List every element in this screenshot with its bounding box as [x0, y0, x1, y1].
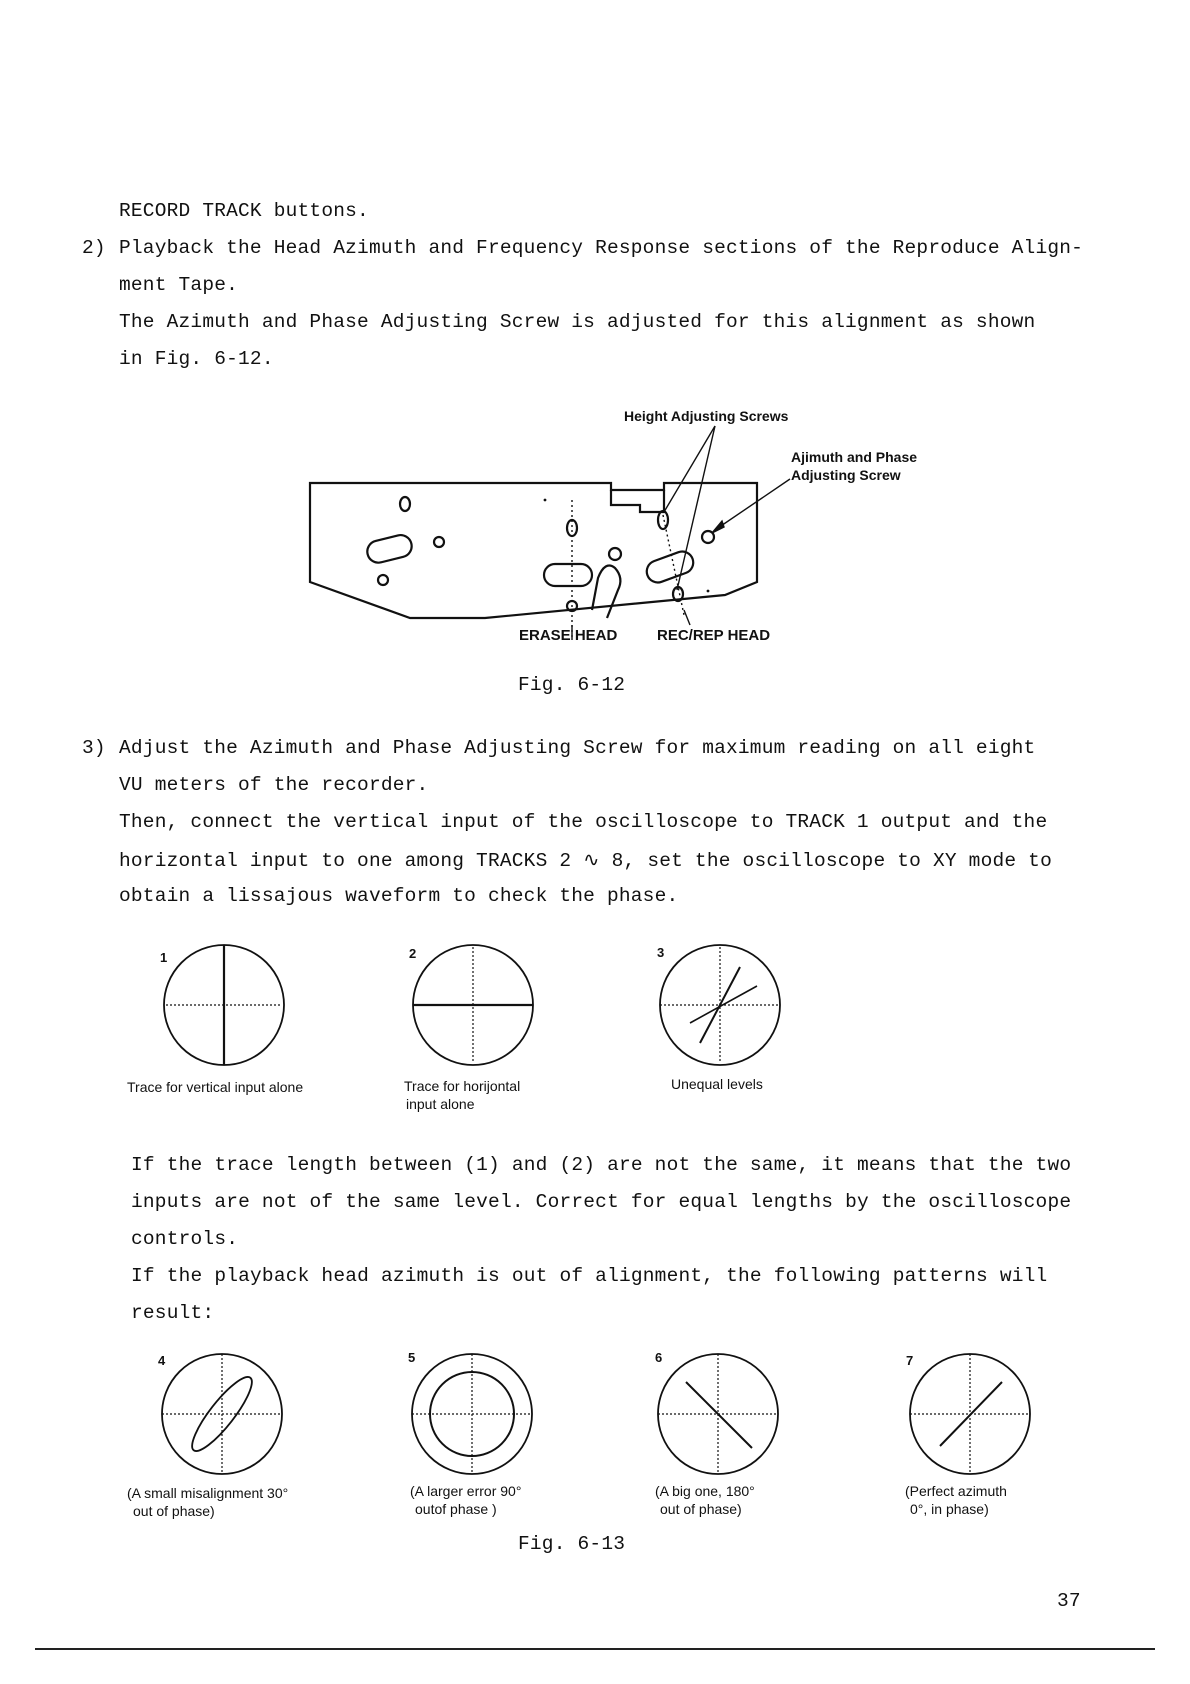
footer-rule	[35, 1648, 1155, 1650]
height-screw-top	[658, 511, 668, 529]
step2-marker: 2)	[82, 237, 106, 259]
step2-line-3: The Azimuth and Phase Adjusting Screw is adjusted for this alignment as shown	[119, 311, 1036, 333]
label-height-screws: Height Adjusting Screws	[624, 408, 789, 424]
step3-line-5: obtain a lissajous waveform to check the phase.	[119, 885, 679, 907]
head-assembly-diagram	[0, 0, 1190, 680]
fig612-caption: Fig. 6-12	[518, 674, 626, 696]
step3-line-4: horizontal input to one among TRACKS 2 ∿ 8, set the oscilloscope to XY mode to	[119, 850, 1052, 872]
hole-center	[609, 548, 621, 560]
step3-marker: 3)	[82, 737, 106, 759]
step3-line-2: VU meters of the recorder.	[119, 774, 429, 796]
label-erase-head: ERASE HEAD	[519, 627, 618, 644]
trace-3-number: 3	[657, 945, 665, 960]
erase-screw-top	[567, 520, 577, 536]
trace-4-number: 4	[158, 1353, 166, 1368]
fig613-caption: Fig. 6-13	[518, 1533, 626, 1555]
trace-6-caption-2: out of phase)	[660, 1501, 742, 1517]
label-azimuth-screw-2: Adjusting Screw	[791, 467, 901, 483]
trace-row-1	[0, 943, 1190, 1063]
trace-6-number: 6	[655, 1350, 663, 1365]
body-line-5: result:	[131, 1302, 215, 1324]
step2-line-1: Playback the Head Azimuth and Frequency Response sections of the Reproduce Align-	[119, 237, 1084, 259]
trace-row-2	[0, 1352, 1190, 1482]
trace-4-caption-2: out of phase)	[133, 1503, 215, 1519]
trace-4-scope	[162, 1354, 282, 1474]
body-line-3: controls.	[131, 1228, 239, 1250]
step2-line-2: ment Tape.	[119, 274, 239, 296]
body-line-2: inputs are not of the same level. Correct for equal lengths by the oscilloscope	[131, 1191, 1072, 1213]
trace-2-caption-2: input alone	[406, 1096, 475, 1112]
hole-left-mid	[434, 537, 444, 547]
trace-6-scope	[658, 1354, 778, 1474]
left-slot	[365, 533, 414, 565]
trace-7-scope	[910, 1354, 1030, 1474]
trace-7-caption-2: 0°, in phase)	[910, 1501, 989, 1517]
page-number: 37	[1057, 1590, 1081, 1612]
body-line-1: If the trace length between (1) and (2) are not the same, it means that the two	[131, 1154, 1072, 1176]
hole-top-left	[400, 497, 410, 511]
step1-tail-text: RECORD TRACK buttons.	[119, 200, 369, 222]
trace-1-number: 1	[160, 950, 168, 965]
trace-5-caption-2: outof phase )	[415, 1501, 497, 1517]
trace-2-number: 2	[409, 946, 417, 961]
trace-2-caption-1: Trace for horijontal	[404, 1078, 521, 1094]
trace-3-scope	[660, 945, 780, 1065]
trace-2-scope	[413, 945, 533, 1065]
step3-line-1: Adjust the Azimuth and Phase Adjusting Screw for maximum reading on all eight	[119, 737, 1036, 759]
trace-5-scope	[412, 1354, 532, 1474]
label-rec-rep-head: REC/REP HEAD	[657, 627, 771, 644]
trace-3-caption: Unequal levels	[671, 1076, 763, 1092]
trace-1-caption: Trace for vertical input alone	[127, 1079, 304, 1095]
step3-line-3: Then, connect the vertical input of the oscilloscope to TRACK 1 output and the	[119, 811, 1048, 833]
trace-5-caption-1: (A larger error 90°	[410, 1483, 522, 1499]
head-plate-outline	[310, 483, 757, 618]
trace-6-caption-1: (A big one, 180°	[655, 1483, 755, 1499]
label-azimuth-screw-1: Ajimuth and Phase	[791, 449, 918, 465]
hole-left-low	[378, 575, 388, 585]
trace-7-caption-1: (Perfect azimuth	[905, 1483, 1007, 1499]
body-line-4: If the playback head azimuth is out of alignment, the following patterns will	[131, 1265, 1048, 1287]
step2-line-4: in Fig. 6-12.	[119, 348, 274, 370]
trace-7-number: 7	[906, 1353, 914, 1368]
trace-5-number: 5	[408, 1350, 416, 1365]
right-slot	[644, 548, 697, 585]
trace-1-scope	[164, 945, 284, 1065]
erase-head-slot	[544, 564, 592, 586]
trace-4-caption-1: (A small misalignment 30°	[127, 1485, 289, 1501]
